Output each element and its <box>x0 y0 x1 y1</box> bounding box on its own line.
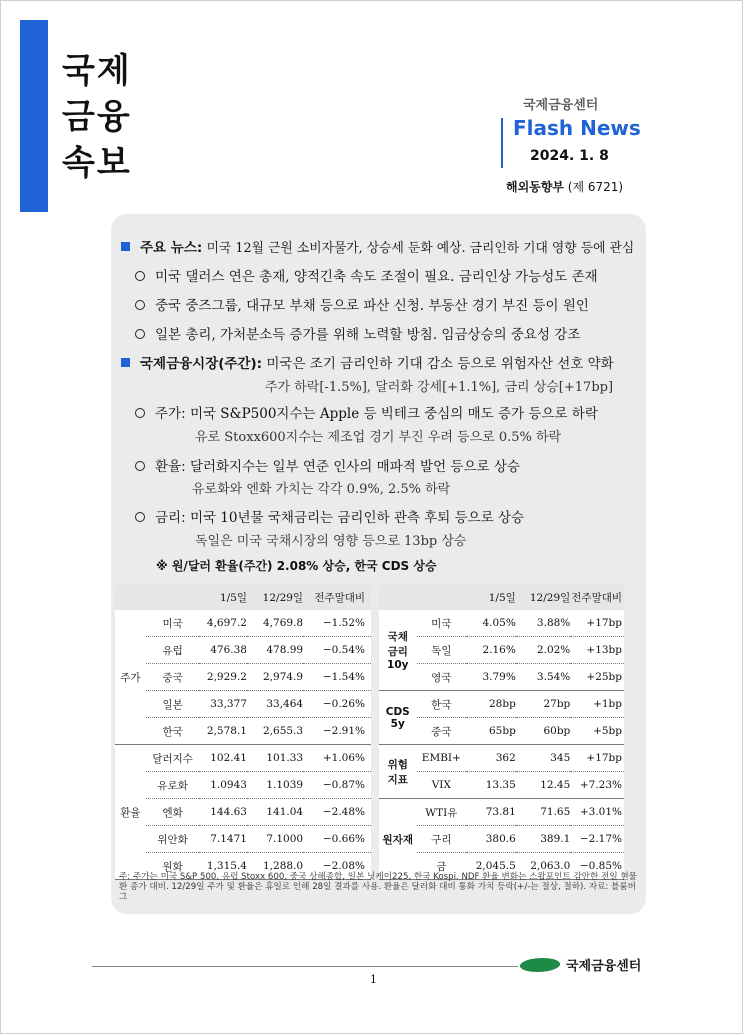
table-header-row <box>379 585 624 610</box>
title-line: 금융 <box>62 97 132 137</box>
table-row <box>379 826 624 853</box>
cell-value: −1.52% <box>303 610 371 637</box>
cell-value: 4,769.8 <box>247 610 303 637</box>
logo-text: 국제금융센터 <box>566 959 642 974</box>
cell-value: 7.1471 <box>199 826 247 853</box>
market-item-sub: 유로화와 엔화 가치는 각각 0.9%, 2.5% 하락 <box>192 482 451 497</box>
main-news-text: 미국 12월 근원 소비자물가, 상승세 둔화 예상. 금리인하 기대 영향 등에 관심 <box>206 241 635 256</box>
cell-value: 2.16% <box>466 637 516 664</box>
cell-value: +17bp <box>570 745 624 772</box>
row-label: 구리 <box>417 826 467 853</box>
header-col: 전주말대비 <box>570 585 624 610</box>
table-row <box>379 745 624 772</box>
cell-value: 60bp <box>516 718 570 745</box>
cell-value: 73.81 <box>466 799 516 826</box>
table-row <box>379 610 624 637</box>
group-label: 주가 <box>115 610 146 745</box>
bullet-item <box>135 294 589 314</box>
market-label: 국제금융시장(주간): <box>140 356 263 372</box>
square-bullet-icon <box>121 242 130 251</box>
cell-value: 2,063.0 <box>516 853 570 880</box>
table-row <box>379 691 624 718</box>
market-text: 미국은 조기 금리인하 기대 감소 등으로 위험자산 선호 약화 <box>266 356 614 372</box>
circle-bullet-icon <box>135 300 145 310</box>
main-news-label: 주요 뉴스: <box>140 240 203 256</box>
table-row <box>115 745 371 772</box>
cell-value: 2,974.9 <box>247 664 303 691</box>
cell-value: 2,655.3 <box>247 718 303 745</box>
cell-value: 7.1000 <box>247 826 303 853</box>
market-item-text: 미국 10년물 국채금리는 금리인하 관측 후퇴 등으로 상승 <box>189 510 525 526</box>
market-item <box>135 402 598 422</box>
market-sub: 주가 하락[-1.5%], 달러화 강세[+1.1%], 금리 상승[+17bp] <box>265 380 614 395</box>
table-row <box>115 664 371 691</box>
group-label: 환율 <box>115 745 146 880</box>
footer-logo <box>520 955 641 974</box>
cell-value: 1.0943 <box>199 772 247 799</box>
cell-value: 2,045.5 <box>466 853 516 880</box>
cell-value: 380.6 <box>466 826 516 853</box>
circle-bullet-icon <box>135 512 145 522</box>
cell-value: 27bp <box>516 691 570 718</box>
row-label: 한국 <box>146 718 200 745</box>
header-blank <box>115 585 146 610</box>
right-market-table <box>379 585 624 880</box>
dept-ext: (제 6721) <box>567 180 624 194</box>
krw-note: ※ 원/달러 환율(주간) 2.08% 상승, 한국 CDS 상승 <box>156 559 437 573</box>
row-label: 달러지수 <box>146 745 200 772</box>
cell-value: 389.1 <box>516 826 570 853</box>
dept-name: 해외동향부 <box>506 180 564 194</box>
market-line <box>121 352 614 372</box>
footnote: 주: 주가는 미국 S&P 500, 유럽 Stoxx 600, 중국 상해종합, 일본 닛케이225, 한국 Kospi. NDF 환율 변화는 스왑포인트 감안한 전일 현물환 종가 대비. 12/29일 주가 및 환율은 휴일로 인해 28일 결과를 사용. 환율은 달러화 대비 통화 가치 등락(+/-는 절상, 절하). 자료: 블룸버그 <box>119 872 637 902</box>
cell-value: 4,697.2 <box>199 610 247 637</box>
page-number: 1 <box>370 973 377 986</box>
cell-value: 362 <box>466 745 516 772</box>
table-row <box>115 637 371 664</box>
table-row <box>115 826 371 853</box>
market-item-sub: 유로 Stoxx600지수는 제조업 경기 부진 우려 등으로 0.5% 하락 <box>195 430 562 445</box>
cell-value: 102.41 <box>199 745 247 772</box>
cell-value: +17bp <box>570 610 624 637</box>
market-item-text: 달러화지수는 일부 연준 인사의 매파적 발언 등으로 상승 <box>189 459 520 475</box>
circle-bullet-icon <box>135 271 145 281</box>
market-item-label: 금리: <box>155 510 186 526</box>
table-row <box>379 718 624 745</box>
row-label: 중국 <box>146 664 200 691</box>
group-label: CDS 5y <box>379 691 417 745</box>
cell-value: 2.02% <box>516 637 570 664</box>
cell-value: +1bp <box>570 691 624 718</box>
cell-value: 1,315.4 <box>199 853 247 880</box>
row-label: 미국 <box>417 610 467 637</box>
cell-value: −2.48% <box>303 799 371 826</box>
cell-value: 476.38 <box>199 637 247 664</box>
department <box>506 178 623 195</box>
bullet-item <box>135 323 580 343</box>
row-label: EMBI+ <box>417 745 467 772</box>
cell-value: −0.26% <box>303 691 371 718</box>
circle-bullet-icon <box>135 408 145 418</box>
cell-value: 3.79% <box>466 664 516 691</box>
left-market-table <box>115 585 371 880</box>
row-label: 유럽 <box>146 637 200 664</box>
cell-value: 3.88% <box>516 610 570 637</box>
row-label: 한국 <box>417 691 467 718</box>
title-line: 속보 <box>62 143 132 183</box>
row-label: 독일 <box>417 637 467 664</box>
header-col: 12/29일 <box>516 585 570 610</box>
cell-value: +1.06% <box>303 745 371 772</box>
cell-value: 141.04 <box>247 799 303 826</box>
square-bullet-icon <box>121 358 130 367</box>
cell-value: 2,578.1 <box>199 718 247 745</box>
table-row <box>115 691 371 718</box>
cell-value: 144.63 <box>199 799 247 826</box>
table-row <box>379 799 624 826</box>
group-label: 원자재 <box>379 799 417 880</box>
cell-value: −2.91% <box>303 718 371 745</box>
report-date: 2024. 1. 8 <box>530 148 609 164</box>
cell-value: +25bp <box>570 664 624 691</box>
market-item-sub: 독일은 미국 국채시장의 영향 등으로 13bp 상승 <box>195 534 467 549</box>
row-label: 금 <box>417 853 467 880</box>
cell-value: −0.85% <box>570 853 624 880</box>
flash-news-title: Flash News <box>513 116 641 140</box>
circle-bullet-icon <box>135 461 145 471</box>
cell-value: 13.35 <box>466 772 516 799</box>
cell-value: −0.87% <box>303 772 371 799</box>
market-item <box>135 455 520 475</box>
cell-value: −0.66% <box>303 826 371 853</box>
cell-value: 33,464 <box>247 691 303 718</box>
bullet-text: 일본 총리, 가처분소득 증가를 위해 노력할 방침. 임금상승의 중요성 강조 <box>155 327 581 343</box>
row-label: 영국 <box>417 664 467 691</box>
market-item <box>135 506 524 526</box>
cell-value: 28bp <box>466 691 516 718</box>
market-item-label: 환율: <box>155 459 186 475</box>
cell-value: 71.65 <box>516 799 570 826</box>
table-row <box>379 772 624 799</box>
accent-bar <box>20 20 48 212</box>
market-item-label: 주가: <box>155 406 186 422</box>
cell-value: 1,288.0 <box>247 853 303 880</box>
bullet-text: 미국 댈러스 연은 총재, 양적긴축 속도 조절이 필요. 금리인상 가능성도 존재 <box>155 269 598 285</box>
footer-divider <box>92 966 518 967</box>
row-label: WTI유 <box>417 799 467 826</box>
table-row <box>115 610 371 637</box>
cell-value: 101.33 <box>247 745 303 772</box>
group-label: 국채 금리 10y <box>379 610 417 691</box>
cell-value: +7.23% <box>570 772 624 799</box>
header-blank <box>379 585 417 610</box>
title-line: 국제 <box>62 51 132 91</box>
row-label: 일본 <box>146 691 200 718</box>
main-news-line <box>121 236 634 256</box>
row-label: 원화 <box>146 853 200 880</box>
bullet-item <box>135 265 598 285</box>
cell-value: −1.54% <box>303 664 371 691</box>
header-col: 1/5일 <box>199 585 247 610</box>
row-label: 위안화 <box>146 826 200 853</box>
row-label: 엔화 <box>146 799 200 826</box>
header-divider <box>501 118 503 168</box>
cell-value: 2,929.2 <box>199 664 247 691</box>
table-row <box>115 799 371 826</box>
center-name: 국제금융센터 <box>523 98 599 113</box>
cell-value: 3.54% <box>516 664 570 691</box>
logo-mark-icon <box>517 958 562 972</box>
table-header-row <box>115 585 371 610</box>
bullet-text: 중국 중즈그룹, 대규모 부채 등으로 파산 신청. 부동산 경기 부진 등이 원인 <box>155 298 589 314</box>
cell-value: 12.45 <box>516 772 570 799</box>
cell-value: −2.08% <box>303 853 371 880</box>
table-row <box>379 637 624 664</box>
cell-value: 345 <box>516 745 570 772</box>
row-label: VIX <box>417 772 467 799</box>
cell-value: 1.1039 <box>247 772 303 799</box>
header-col: 12/29일 <box>247 585 303 610</box>
table-row <box>115 772 371 799</box>
circle-bullet-icon <box>135 329 145 339</box>
cell-value: 33,377 <box>199 691 247 718</box>
header-blank <box>146 585 200 610</box>
table-row <box>379 664 624 691</box>
cell-value: 478.99 <box>247 637 303 664</box>
header-col: 전주말대비 <box>303 585 371 610</box>
cell-value: +5bp <box>570 718 624 745</box>
report-title <box>62 48 132 186</box>
header-blank <box>417 585 467 610</box>
group-label: 위험 지표 <box>379 745 417 799</box>
row-label: 미국 <box>146 610 200 637</box>
cell-value: 65bp <box>466 718 516 745</box>
cell-value: +13bp <box>570 637 624 664</box>
row-label: 유로화 <box>146 772 200 799</box>
market-item-text: 미국 S&P500지수는 Apple 등 빅테크 중심의 매도 증가 등으로 하락 <box>189 406 598 422</box>
header-col: 1/5일 <box>466 585 516 610</box>
cell-value: 4.05% <box>466 610 516 637</box>
cell-value: −0.54% <box>303 637 371 664</box>
cell-value: −2.17% <box>570 826 624 853</box>
table-row <box>115 718 371 745</box>
row-label: 중국 <box>417 718 467 745</box>
cell-value: +3.01% <box>570 799 624 826</box>
